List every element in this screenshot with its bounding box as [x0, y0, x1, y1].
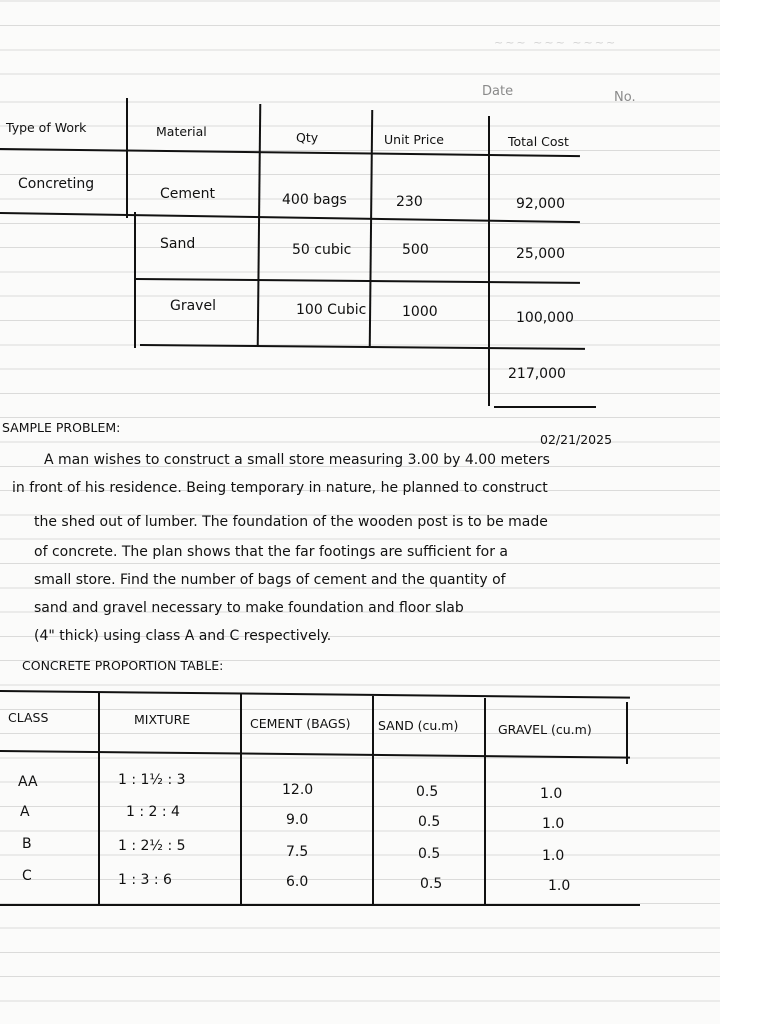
problem-line: A man wishes to construct a small store measuring 3.00 by 4.00 meters: [44, 452, 550, 468]
sample-problem-heading: SAMPLE PROBLEM:: [2, 420, 121, 435]
qty-cell: 400 bags: [282, 192, 347, 208]
unit-price-cell: 230: [396, 194, 423, 210]
total-cost-cell: 92,000: [516, 196, 565, 212]
class-cell: B: [22, 836, 32, 852]
sand-cell: 0.5: [416, 784, 439, 800]
class-cell: A: [20, 804, 30, 820]
mixture-cell: 1 : 2 : 4: [126, 804, 180, 820]
gravel-cell: 1.0: [548, 878, 571, 894]
mixture-cell: 1 : 3 : 6: [118, 872, 172, 888]
header-unit-price: Unit Price: [384, 132, 444, 147]
gravel-cell: 1.0: [540, 786, 563, 802]
header-gravel: GRAVEL (cu.m): [498, 722, 592, 737]
header-qty: Qty: [296, 130, 319, 145]
cement-cell: 9.0: [286, 812, 309, 828]
sand-cell: 0.5: [418, 846, 441, 862]
mixture-cell: 1 : 2½ : 5: [118, 838, 186, 854]
number-label: No.: [614, 90, 636, 105]
gravel-cell: 1.0: [542, 816, 565, 832]
problem-line: small store. Find the number of bags of cement and the quantity of: [34, 572, 506, 588]
total-cost-cell: 100,000: [516, 310, 574, 326]
material-cell: Sand: [160, 236, 196, 252]
header-class: CLASS: [8, 710, 49, 725]
header-cement: CEMENT (BAGS): [250, 716, 351, 731]
qty-cell: 100 Cubic: [296, 302, 367, 318]
header-material: Material: [156, 124, 207, 139]
sand-cell: 0.5: [418, 814, 441, 830]
unit-price-cell: 1000: [402, 304, 438, 320]
header-mixture: MIXTURE: [134, 712, 191, 727]
work-type-cell: Concreting: [18, 176, 95, 192]
background-edge: [720, 0, 768, 1024]
mixture-cell: 1 : 1½ : 3: [118, 772, 186, 788]
total-cost-cell: 25,000: [516, 246, 565, 262]
problem-line: the shed out of lumber. The foundation of the wooden post is to be made: [34, 514, 548, 530]
header-sand: SAND (cu.m): [378, 718, 459, 733]
header-type-of-work: Type of Work: [6, 120, 87, 135]
problem-line: in front of his residence. Being temporary in nature, he planned to construct: [12, 480, 548, 496]
cement-cell: 12.0: [282, 782, 314, 798]
unit-price-cell: 500: [402, 242, 429, 258]
qty-cell: 50 cubic: [292, 242, 352, 258]
cement-cell: 7.5: [286, 844, 309, 860]
class-cell: C: [22, 868, 32, 884]
problem-line: (4" thick) using class A and C respectively.: [34, 628, 332, 644]
problem-line: sand and gravel necessary to make foundation and floor slab: [34, 600, 464, 616]
date-label: Date: [482, 84, 514, 99]
sand-cell: 0.5: [420, 876, 443, 892]
problem-line: of concrete. The plan shows that the far footings are sufficient for a: [34, 544, 508, 560]
gravel-cell: 1.0: [542, 848, 565, 864]
proportion-table-title: CONCRETE PROPORTION TABLE:: [22, 658, 224, 673]
class-cell: AA: [18, 774, 38, 790]
material-cell: Cement: [160, 186, 216, 202]
sample-problem-date: 02/21/2025: [540, 432, 613, 447]
header-total-cost: Total Cost: [508, 134, 569, 149]
bleed-through-mark: ~~~ ~~~ ~~~~: [494, 36, 618, 49]
material-cell: Gravel: [170, 298, 216, 314]
cement-cell: 6.0: [286, 874, 309, 890]
grand-total-cell: 217,000: [508, 366, 566, 382]
